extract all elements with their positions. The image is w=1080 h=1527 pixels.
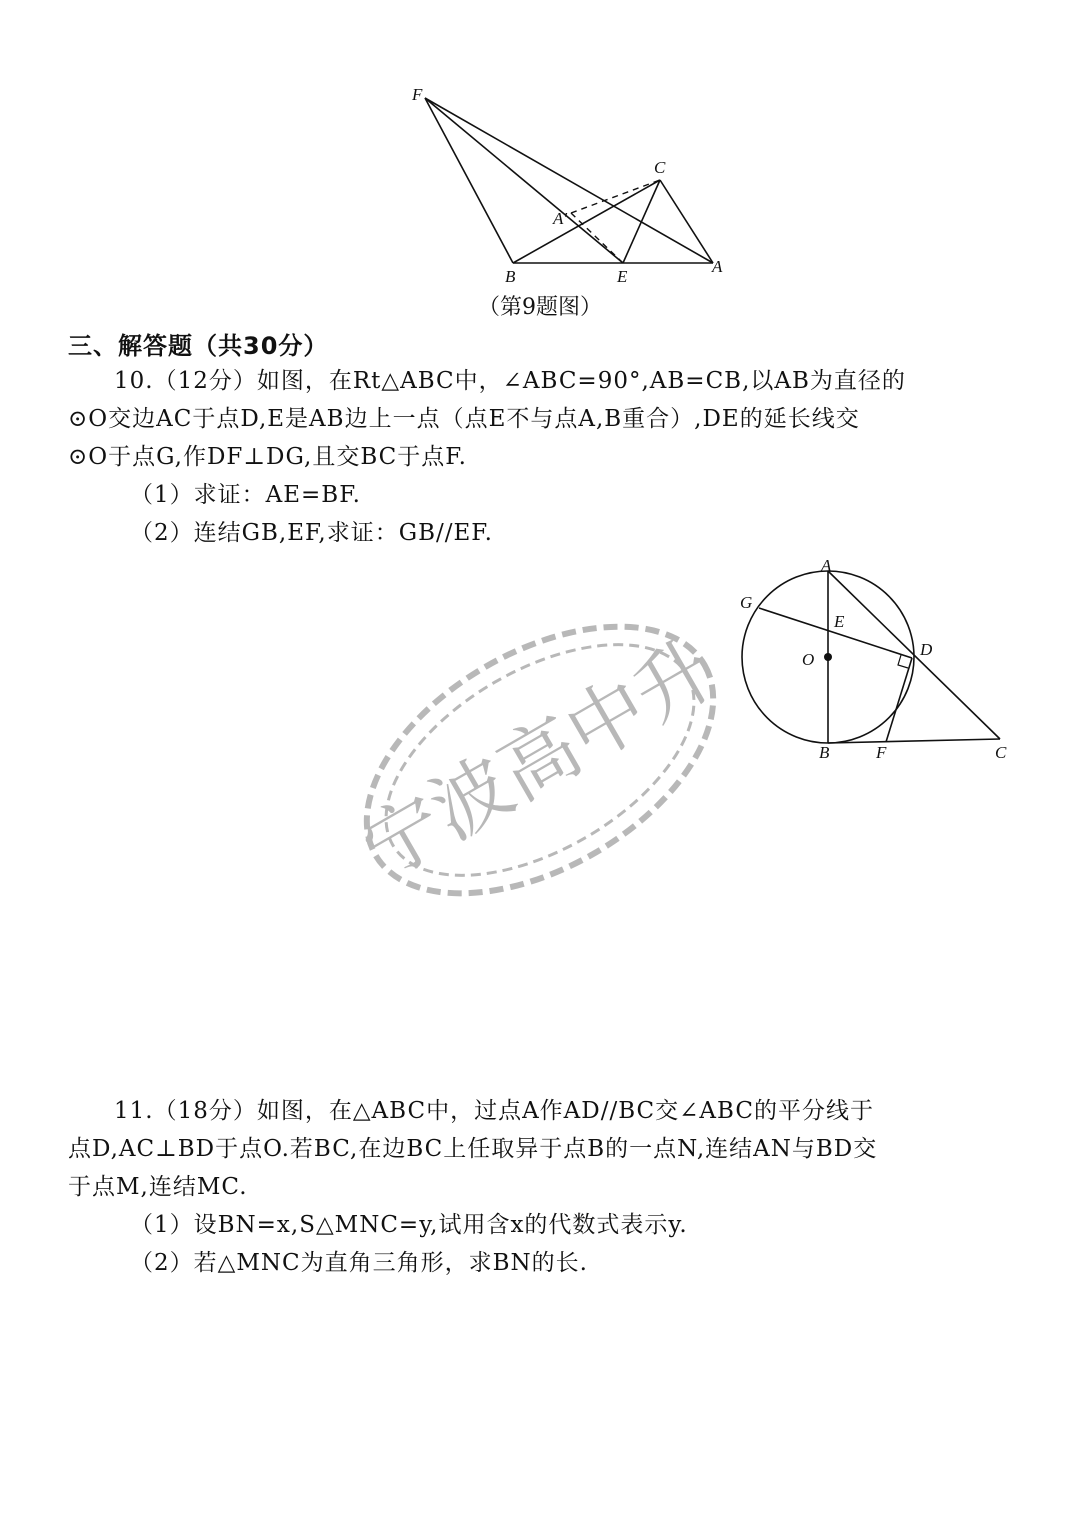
question-11-part-2: （2）若△MNC为直角三角形，求BN的长. xyxy=(130,1250,588,1276)
question-10-stem xyxy=(68,362,1018,476)
label-C: C xyxy=(995,743,1007,762)
segment-AC xyxy=(828,571,1000,739)
question-10-part-1: （1）求证：AE=BF. xyxy=(130,482,361,508)
segment-CA xyxy=(660,180,713,263)
label-D: D xyxy=(920,640,933,659)
figure-9-caption: （第9题图） xyxy=(478,295,602,320)
label-E: E xyxy=(617,267,628,286)
question-10-part-2: （2）连结GB,EF,求证：GB//EF. xyxy=(130,520,493,546)
section-title: 三、解答题（共30分） xyxy=(68,332,329,360)
segment-BC xyxy=(513,180,660,263)
segment-FE xyxy=(425,98,623,263)
label-B: B xyxy=(505,267,516,286)
label-B: B xyxy=(819,743,830,762)
label-G: G xyxy=(740,593,753,612)
label-E: E xyxy=(834,612,845,631)
label-F: F xyxy=(876,743,887,762)
question-11-line-2: 点D,AC⊥BD于点O.若BC,在边BC上任取异于点B的一点N,连结AN与BD交 xyxy=(68,1136,878,1162)
question-11-line-3: 于点M,连结MC. xyxy=(68,1174,248,1200)
label-A: A xyxy=(821,556,832,575)
watermark-stamp xyxy=(330,600,750,920)
label-A-prime: A′ xyxy=(553,209,568,228)
question-10-line-3: ⊙O于点G,作DF⊥DG,且交BC于点F. xyxy=(68,444,467,470)
figure-9-diagram xyxy=(400,80,740,290)
segment-CE xyxy=(623,180,660,263)
label-F: F xyxy=(412,85,423,104)
center-point-O xyxy=(824,653,832,661)
label-C: C xyxy=(654,158,666,177)
watermark-text: 宁波高中升 xyxy=(348,623,732,897)
question-10-line-2: ⊙O交边AC于点D,E是AB边上一点（点E不与点A,B重合）,DE的延长线交 xyxy=(68,406,860,432)
label-A: A xyxy=(712,257,723,276)
question-11-line-1: 11.（18分）如图，在△ABC中，过点A作AD//BC交∠ABC的平分线于 xyxy=(114,1098,874,1124)
label-O: O xyxy=(802,650,815,669)
segment-DF xyxy=(886,658,912,742)
question-11-stem xyxy=(68,1092,1018,1206)
figure-10-diagram xyxy=(730,550,1030,770)
question-11-part-1: （1）设BN=x,S△MNC=y,试用含x的代数式表示y. xyxy=(130,1212,688,1238)
question-10-line-1: 10.（12分）如图，在Rt△ABC中，∠ABC=90°,AB=CB,以AB为直径的 xyxy=(114,368,906,394)
